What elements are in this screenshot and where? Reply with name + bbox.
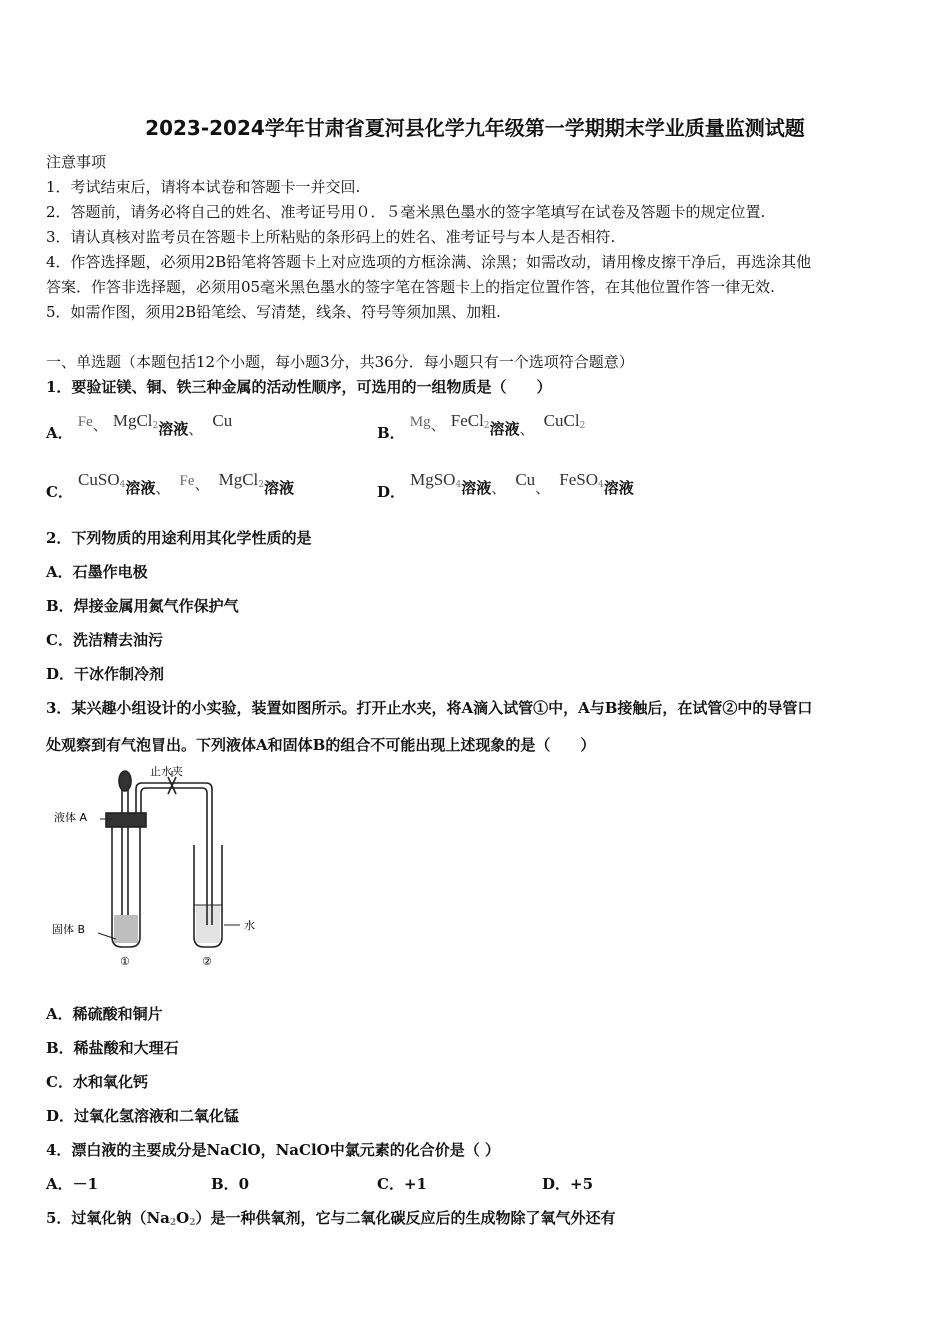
separator: 、 xyxy=(155,481,171,497)
subscript: 2 xyxy=(258,480,265,490)
water-label: 水 xyxy=(244,919,255,932)
question-1-stem: 1．要验证镁、铜、铁三种金属的活动性顺序，可选用的一组物质是（ ） xyxy=(46,378,552,396)
notice-item: 1．考试结束后，请将本试卷和答题卡一并交回. xyxy=(46,178,361,196)
q4-option: C．+1 xyxy=(377,1175,427,1193)
formula: Fe xyxy=(179,473,195,489)
option-label: B． xyxy=(377,424,405,442)
q4-option: A．－1 xyxy=(46,1175,99,1193)
formula: Cu xyxy=(212,411,233,430)
q4-option: D．+5 xyxy=(542,1175,594,1193)
page-title: 2023-2024学年甘肃省夏河县化学九年级第一学期期末学业质量监测试题 xyxy=(145,116,805,140)
subscript: 4 xyxy=(119,480,126,490)
question-4-stem: 4．漂白液的主要成分是NaClO，NaClO中氯元素的化合价是（ ） xyxy=(46,1141,500,1159)
notice-heading: 注意事项 xyxy=(46,153,107,171)
q2-option: B．焊接金属用氮气作保护气 xyxy=(46,597,239,615)
formula: CuCl xyxy=(543,411,580,430)
delivery-tube xyxy=(136,783,212,925)
dropper-bulb xyxy=(119,771,131,791)
formula: FeSO xyxy=(559,470,599,489)
solid-b xyxy=(114,915,138,943)
q5-text: ）是一种供氧剂，它与二氧化碳反应后的生成物除了氧气外还有 xyxy=(195,1209,616,1227)
q1-option-b xyxy=(377,410,586,442)
solution-word: 溶液 xyxy=(264,479,295,497)
solution-word: 溶液 xyxy=(125,479,156,497)
question-5-stem xyxy=(46,1208,616,1233)
q1-option-d xyxy=(377,469,634,501)
q3-option: C．水和氧化钙 xyxy=(46,1073,148,1091)
section-heading: 一、单选题（本题包括12个小题，每小题3分，共36分．每小题只有一个选项符合题意） xyxy=(46,353,634,371)
separator: 、 xyxy=(92,418,108,434)
separator: 、 xyxy=(194,477,210,493)
formula: CuSO xyxy=(78,470,120,489)
solution-word: 溶液 xyxy=(489,420,520,438)
subscript: 2 xyxy=(483,421,490,431)
clamp-label: 止水夹 xyxy=(150,765,183,778)
option-label: C． xyxy=(46,483,73,501)
solution-word: 溶液 xyxy=(461,479,492,497)
q2-option: A．石墨作电极 xyxy=(46,563,148,581)
formula: Cu xyxy=(515,470,536,489)
formula: Mg xyxy=(409,414,431,430)
formula: FeCl xyxy=(450,411,484,430)
water xyxy=(196,905,220,943)
separator: 、 xyxy=(188,422,204,438)
q3-option: B．稀盐酸和大理石 xyxy=(46,1039,179,1057)
question-3-stem: 3．某兴趣小组设计的小实验，装置如图所示。打开止水夹，将A滴入试管①中，A与B接触后，在试管②中的导管口 xyxy=(46,699,813,717)
clamp xyxy=(168,777,176,794)
separator: 、 xyxy=(430,418,446,434)
question-2-stem: 2．下列物质的用途利用其化学性质的是 xyxy=(46,529,312,547)
q2-option: D．干冰作制冷剂 xyxy=(46,665,165,683)
q1-option-c xyxy=(46,469,295,501)
subscript: 2 xyxy=(579,421,586,431)
tube-2-label: ② xyxy=(202,955,212,968)
option-label: A． xyxy=(46,424,73,442)
notice-item: 4．作答选择题，必须用2B铅笔将答题卡上对应选项的方框涂满、涂黑；如需改动，请用橡皮擦干净后，再选涂其他 xyxy=(46,253,812,271)
formula: MgCl xyxy=(112,411,153,430)
q1-option-a xyxy=(46,410,233,442)
subscript: 4 xyxy=(455,480,462,490)
separator: 、 xyxy=(535,481,551,497)
formula: MgCl xyxy=(218,470,259,489)
question-3-stem-cont: 处观察到有气泡冒出。下列液体A和固体B的组合不可能出现上述现象的是（ ） xyxy=(46,736,596,754)
q5-text: O xyxy=(176,1209,190,1227)
q3-option: A．稀硫酸和铜片 xyxy=(46,1005,163,1023)
q2-option: C．洗洁精去油污 xyxy=(46,631,163,649)
separator: 、 xyxy=(491,481,507,497)
notice-item: 5．如需作图，须用2B铅笔绘、写清楚，线条、符号等须加黑、加粗. xyxy=(46,303,501,321)
notice-item: 2．答题前，请务必将自己的姓名、准考证号用０．５毫米黑色墨水的签字笔填写在试卷及答题卡的规定位置. xyxy=(46,203,766,221)
q5-text: 5．过氧化钠（Na xyxy=(46,1209,170,1227)
separator: 、 xyxy=(519,422,535,438)
tube-1-label: ① xyxy=(120,955,130,968)
stopper-1 xyxy=(106,813,146,827)
liquid-a-label: 液体 A xyxy=(54,811,88,824)
solid-b-label: 固体 B xyxy=(52,923,86,936)
subscript: 4 xyxy=(598,480,604,490)
solution-word: 溶液 xyxy=(603,479,634,497)
apparatus-figure xyxy=(40,765,270,975)
q3-option: D．过氧化氢溶液和二氧化锰 xyxy=(46,1107,240,1125)
notice-item: 答案．作答非选择题，必须用05毫米黑色墨水的签字笔在答题卡上的指定位置作答，在其他位置作答一律无效. xyxy=(46,278,775,296)
option-label: D． xyxy=(377,483,406,501)
formula: Fe xyxy=(77,414,93,430)
subscript: 2 xyxy=(189,1218,196,1228)
formula: MgSO xyxy=(410,470,456,489)
subscript: 2 xyxy=(152,421,159,431)
notice-item: 3．请认真核对监考员在答题卡上所粘贴的条形码上的姓名、准考证号与本人是否相符. xyxy=(46,228,616,246)
q4-option: B．0 xyxy=(211,1175,250,1193)
solution-word: 溶液 xyxy=(158,420,189,438)
subscript: 2 xyxy=(169,1218,177,1228)
